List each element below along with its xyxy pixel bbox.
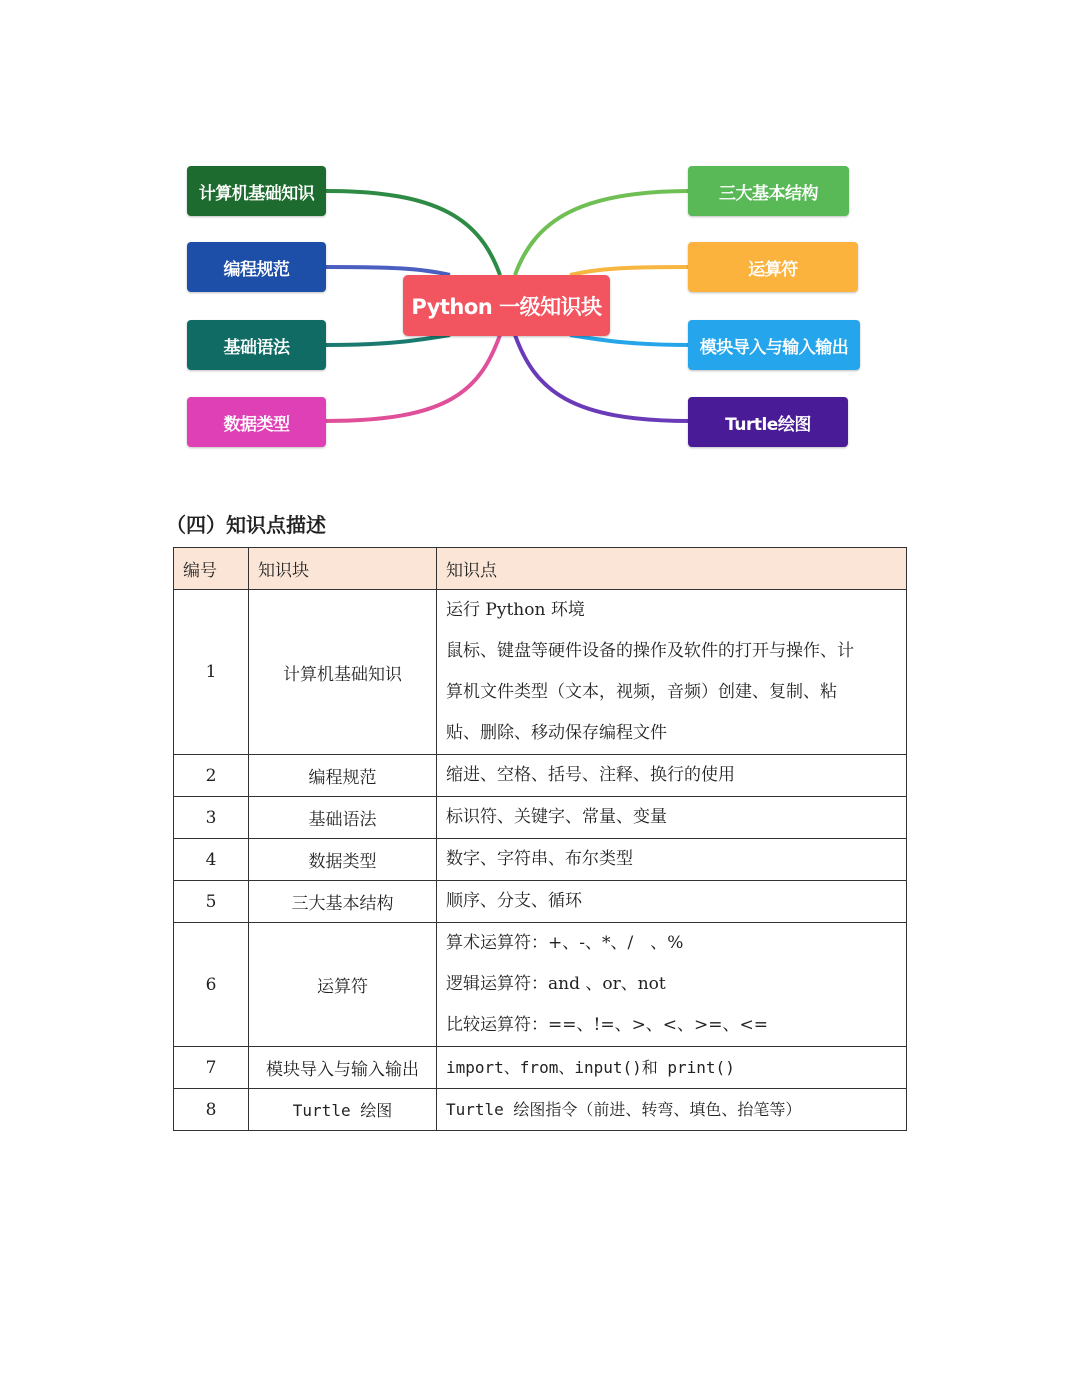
row-number: 4 bbox=[174, 839, 249, 881]
header-points: 知识点 bbox=[437, 548, 907, 590]
connector-basic-syntax bbox=[326, 335, 450, 345]
header-number: 编号 bbox=[174, 548, 249, 590]
row-block: 运算符 bbox=[249, 923, 437, 1047]
connector-coding-standards bbox=[326, 267, 450, 275]
row-points bbox=[437, 1047, 907, 1089]
table-row bbox=[174, 755, 907, 797]
section-title: （四）知识点描述 bbox=[166, 513, 326, 537]
row-block: 模块导入与输入输出 bbox=[249, 1047, 437, 1089]
table-row bbox=[174, 923, 907, 1047]
connector-modules-io bbox=[570, 335, 690, 345]
point-line: Turtle 绘图指令（前进、转弯、填色、抬笔等） bbox=[446, 1100, 802, 1119]
table-row bbox=[174, 839, 907, 881]
header-block: 知识块 bbox=[249, 548, 437, 590]
row-number: 8 bbox=[174, 1089, 249, 1131]
row-block: 三大基本结构 bbox=[249, 881, 437, 923]
table-row bbox=[174, 1089, 907, 1131]
table-row bbox=[174, 797, 907, 839]
row-number: 2 bbox=[174, 755, 249, 797]
point-line: 标识符、关键字、常量、变量 bbox=[446, 807, 667, 827]
row-points bbox=[437, 923, 907, 1047]
row-points bbox=[437, 590, 907, 755]
row-number: 6 bbox=[174, 923, 249, 1047]
row-number: 5 bbox=[174, 881, 249, 923]
row-points bbox=[437, 797, 907, 839]
point-line: 顺序、分支、循环 bbox=[446, 891, 582, 911]
row-number: 7 bbox=[174, 1047, 249, 1089]
row-points bbox=[437, 881, 907, 923]
mind-map bbox=[0, 0, 1080, 480]
node-operators: 运算符 bbox=[688, 242, 858, 292]
mindmap-center-node: Python 一级知识块 bbox=[403, 275, 610, 336]
point-line: 算机文件类型（文本，视频，音频）创建、复制、粘 bbox=[446, 682, 837, 702]
table-row bbox=[174, 590, 907, 755]
point-line: 缩进、空格、括号、注释、换行的使用 bbox=[446, 765, 735, 785]
row-block: 数据类型 bbox=[249, 839, 437, 881]
point-line: 运行 Python 环境 bbox=[446, 600, 585, 620]
row-points bbox=[437, 839, 907, 881]
mind-map-connectors bbox=[0, 0, 1080, 480]
node-computer-basics: 计算机基础知识 bbox=[187, 166, 326, 216]
node-modules-io: 模块导入与输入输出 bbox=[688, 320, 860, 370]
point-line: 比较运算符：==、!=、>、<、>=、<= bbox=[446, 1015, 769, 1035]
knowledge-table bbox=[173, 547, 907, 1131]
row-points bbox=[437, 1089, 907, 1131]
row-block: Turtle 绘图 bbox=[249, 1089, 437, 1131]
point-line: import、from、input()和 print() bbox=[446, 1058, 735, 1077]
row-block: 基础语法 bbox=[249, 797, 437, 839]
connector-data-types bbox=[326, 335, 500, 421]
node-basic-syntax: 基础语法 bbox=[187, 320, 326, 370]
point-line: 鼠标、键盘等硬件设备的操作及软件的打开与操作、计 bbox=[446, 641, 854, 661]
node-three-structures: 三大基本结构 bbox=[688, 166, 849, 216]
table-row bbox=[174, 1047, 907, 1089]
connector-operators bbox=[570, 267, 690, 275]
table-header-row bbox=[174, 548, 907, 590]
point-line: 贴、删除、移动保存编程文件 bbox=[446, 723, 667, 743]
node-data-types: 数据类型 bbox=[187, 397, 326, 447]
connector-turtle bbox=[515, 335, 690, 421]
row-block: 计算机基础知识 bbox=[249, 590, 437, 755]
point-line: 数字、字符串、布尔类型 bbox=[446, 849, 633, 869]
node-turtle: Turtle绘图 bbox=[688, 397, 848, 447]
row-number: 3 bbox=[174, 797, 249, 839]
table-row bbox=[174, 881, 907, 923]
node-coding-standards: 编程规范 bbox=[187, 242, 326, 292]
connector-three-structures bbox=[515, 191, 690, 275]
row-number: 1 bbox=[174, 590, 249, 755]
point-line: 算术运算符：+、-、*、/ 、% bbox=[446, 933, 684, 953]
connector-computer-basics bbox=[326, 191, 500, 275]
row-points bbox=[437, 755, 907, 797]
point-line: 逻辑运算符：and 、or、not bbox=[446, 974, 666, 994]
row-block: 编程规范 bbox=[249, 755, 437, 797]
